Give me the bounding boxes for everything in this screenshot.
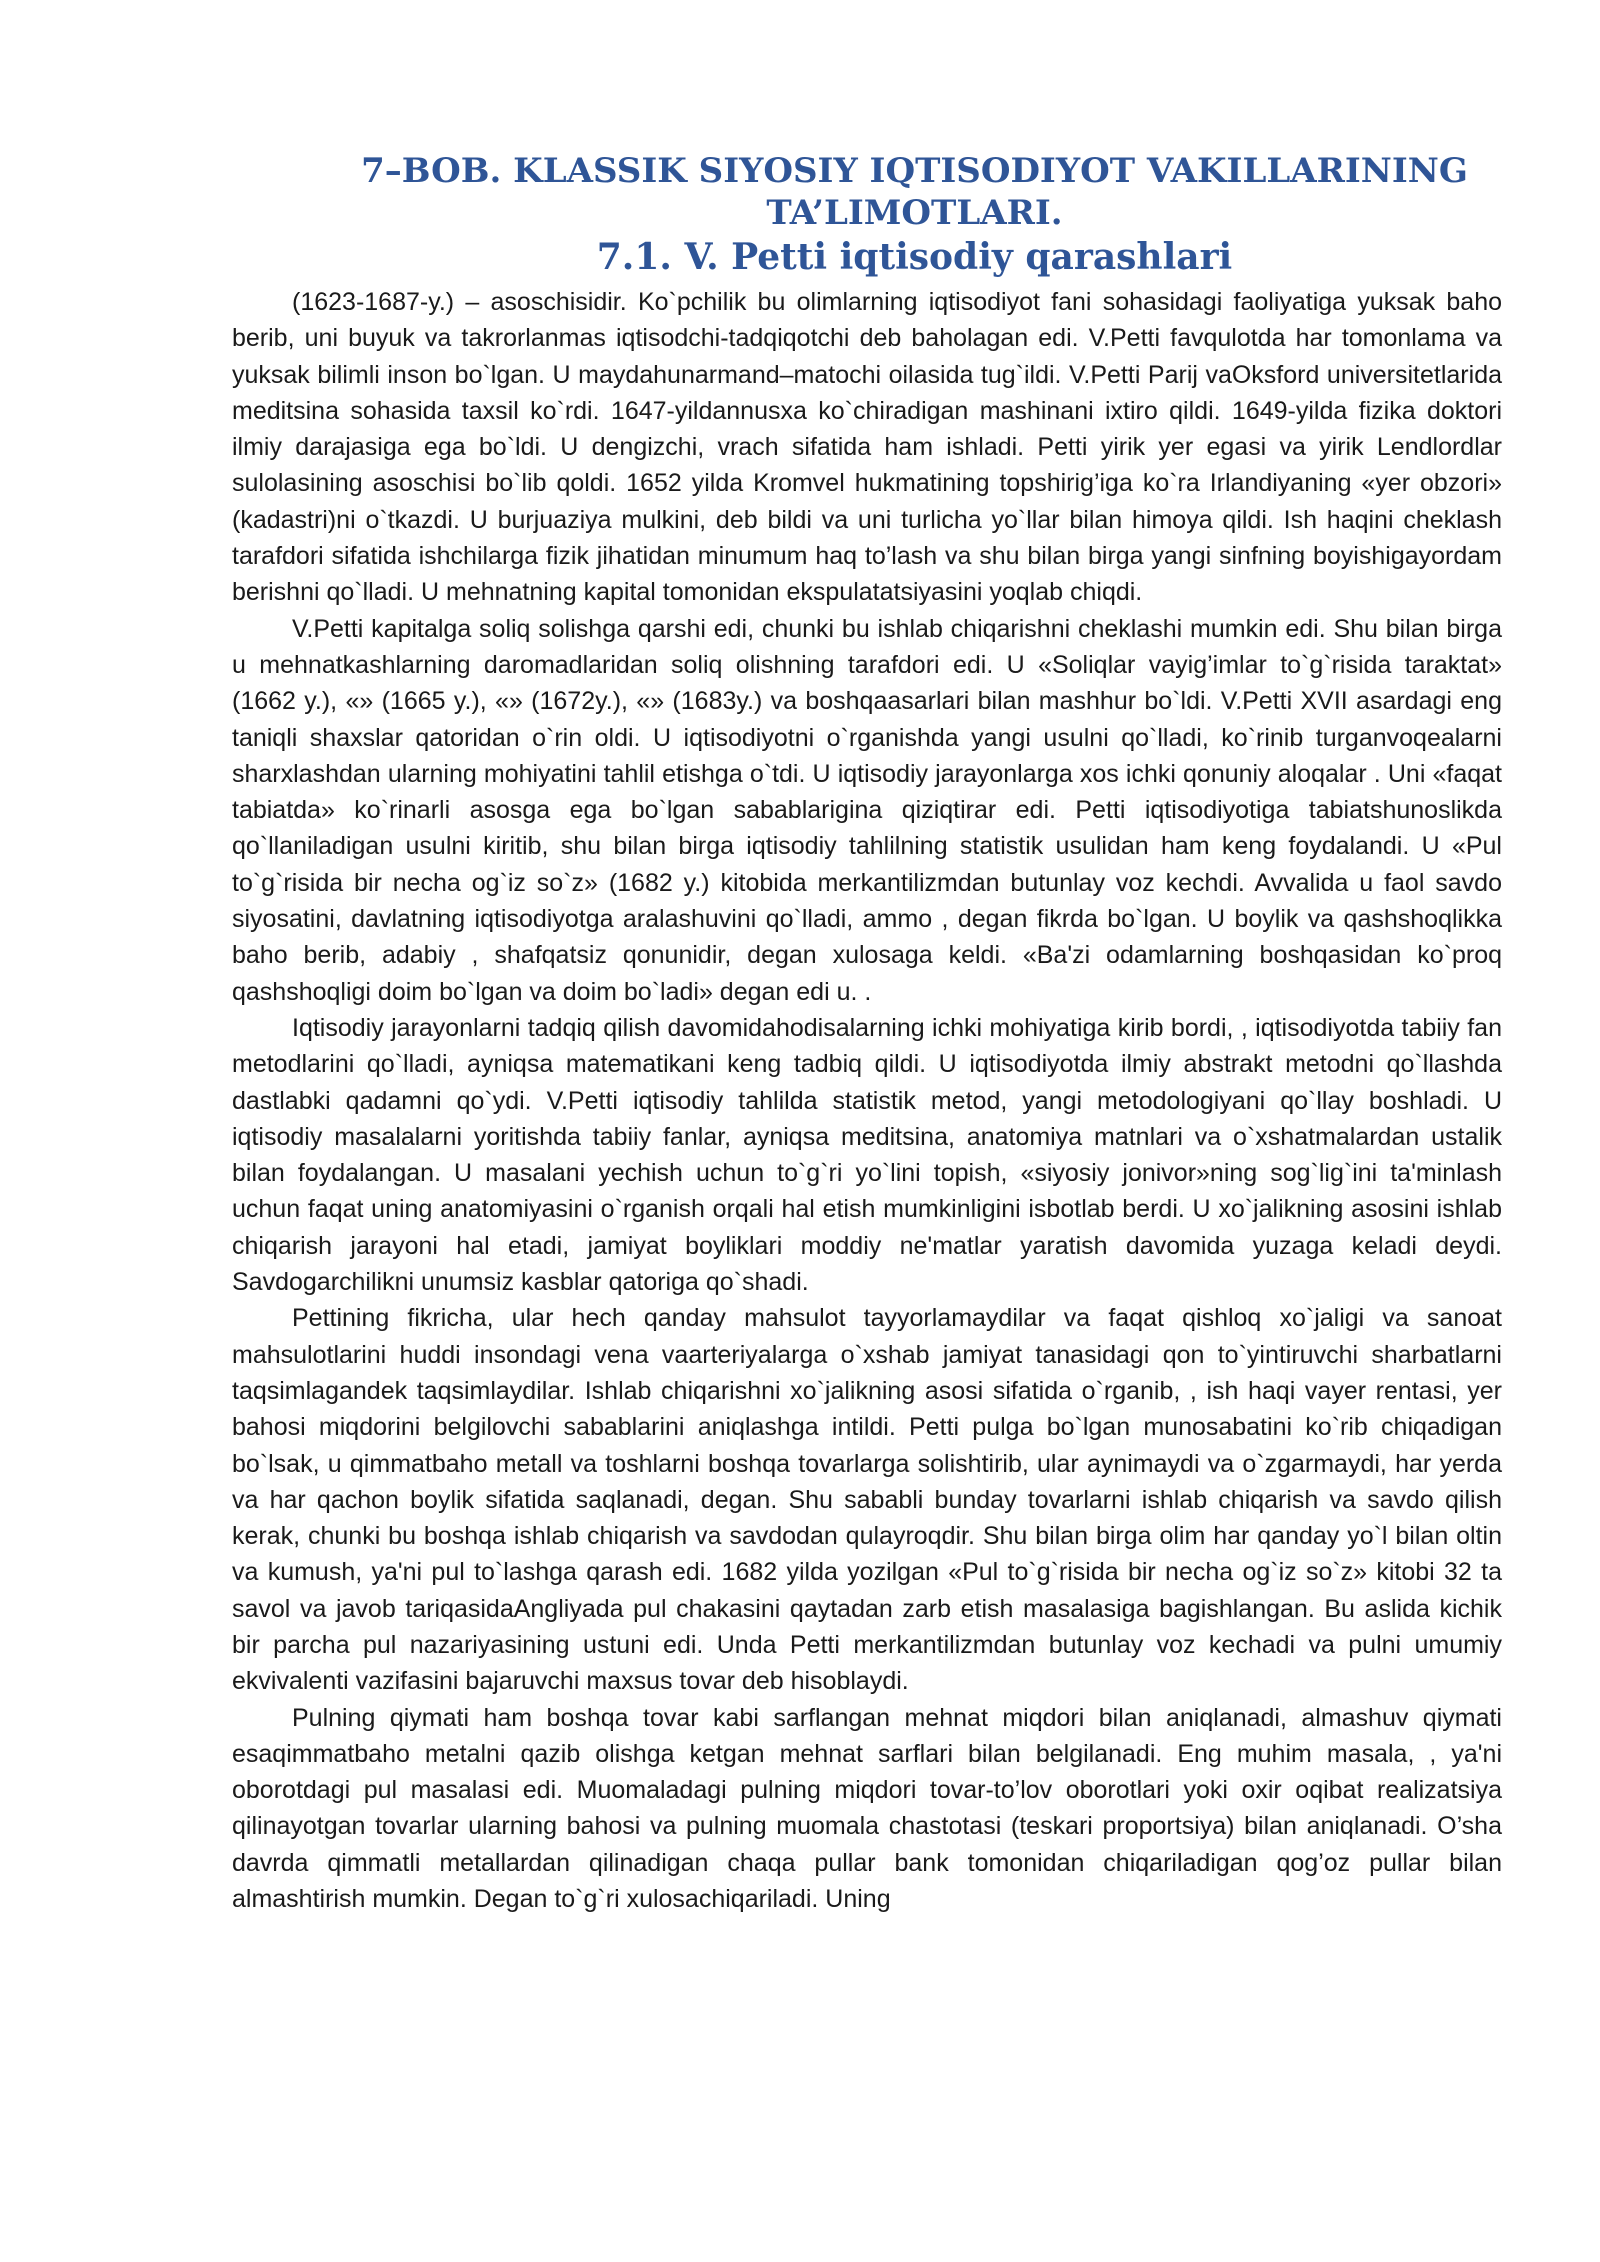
paragraph-3: Iqtisodiy jarayonlarni tadqiq qilish davomidahodisalarning ichki mohiyatiga kirib bordi, , iqtisodiyotda tabiiy fan metodlarini qo`lladi, ayniqsa matematikani keng tadbiq qildi. U iqtisodiyotda ilmiy abstrakt metodni qo`llashda dastlabki qadamni qo`ydi. V.Petti iqtisodiy tahlilda statistik metod, yangi metodologiyani qo`llay boshladi. U iqtisodiy masalalarni yoritishda tabiiy fanlar, ayniqsa meditsina, anatomiya matnlari va o`xshatmalardan ustalik bilan foydalangan. U masalani yechish uchun to`g`ri yo`lini topish, «siyosiy jonivor»ning sog`lig`ini ta'minlash uchun faqat uning anatomiyasini o`rganish orqali hal etish mumkinligini isbotlab berdi. U xo`jalikning asosini ishlab chiqarish jarayoni hal etadi, jamiyat boyliklari moddiy ne'matlar yaratish davomida yuzaga keladi deydi. Savdogarchilikni unumsiz kasblar qatoriga qo`shadi. — [232, 1013, 1502, 1297]
chapter-heading — [327, 150, 1502, 280]
document-page — [232, 150, 1502, 1917]
chapter-title-line-2: TA’LIMOTLARI. — [766, 193, 1063, 233]
paragraph-4: Pettining fikricha, ular hech qanday mahsulot tayyorlamaydilar va faqat qishloq xo`jaligi va sanoat mahsulotlarini huddi insondagi vena vaarteriyalarga o`xshab jamiyat tanasidagi qon to`yintiruvchi sharbatlarni taqsimlagandek taqsimlaydilar. Ishlab chiqarishni xo`jalikning asosi sifatida o`rganib, , ish haqi vayer rentasi, yer bahosi miqdorini belgilovchi sabablarini aniqlashga intildi. Petti pulga bo`lgan munosabatini ko`rib chiqadigan bo`lsak, u qimmatbaho metall va toshlarni boshqa tovarlarga solishtirib, ular aynimaydi va o`zgarmaydi, har yerda va har qachon boylik sifatida saqlanadi, degan. Shu sababli bunday tovarlarni ishlab chiqarish va savdo qilish kerak, chunki bu boshqa ishlab chiqarish va savdodan qulayroqdir. Shu bilan birga olim har qanday yo`l bilan oltin va kumush, ya'ni pul to`lashga qarash edi. 1682 yilda yozilgan «Pul to`g`risida bir necha og`iz so`z» kitobi 32 ta savol va javob tariqasidaAngliyada pul chakasini qaytadan zarb etish masalasiga bagishlangan. Bu aslida kichik bir parcha pul nazariyasining ustuni edi. Unda Petti merkantilizmdan butunlay voz kechadi va pulni umumiy ekvivalenti vazifasini bajaruvchi maxsus tovar deb hisoblaydi. — [232, 1304, 1502, 1696]
paragraph-2: V.Petti kapitalga soliq solishga qarshi edi, chunki bu ishlab chiqarishni cheklashi mumkin edi. Shu bilan birga u mehnatkashlarning daromadlaridan soliq olishning tarafdori edi. U «Soliqlar vayig’imlar to`g`risida taraktat» (1662 y.), «» (1665 y.), «» (1672y.), «» (1683y.) va boshqaasarlari bilan mashhur bo`ldi. V.Petti XVII asardagi eng taniqli shaxslar qatoridan o`rin oldi. U iqtisodiyotni o`rganishda yangi usulni qo`lladi, ko`rinib turganvoqealarni sharxlashdan ularning mohiyatini tahlil etishga o`tdi. U iqtisodiy jarayonlarga xos ichki qonuniy aloqalar . Uni «faqat tabiatda» ko`rinarli asosga ega bo`lgan sabablarigina qiziqtirar edi. Petti iqtisodiyotiga tabiatshunoslikda qo`llaniladigan usulni kiritib, shu bilan birga iqtisodiy tahlilning statistik usulidan ham keng foydalandi. U «Pul to`g`risida bir necha og`iz so`z» (1682 y.) kitobida merkantilizmdan butunlay voz kechdi. Avvalida u faol savdo siyosatini, davlatning iqtisodiyotga aralashuvini qo`lladi, ammo , degan fikrda bo`lgan. U boylik va qashshoqlikka baho berib, adabiy , shafqatsiz qonunidir, degan xulosaga keldi. «Ba'zi odamlarning boshqasidan ko`proq qashshoqligi doim bo`lgan va doim bo`ladi» degan edi u. . — [232, 614, 1502, 1006]
chapter-title-line-1: 7–BOB. KLASSIK SIYOSIY IQTISODIYOT VAKILLARINING — [361, 151, 1468, 191]
paragraph-1: (1623-1687-y.) – asoschisidir. Ko`pchilik bu olimlarning iqtisodiyot fani sohasidagi faoliyatiga yuksak baho berib, uni buyuk va takrorlanmas iqtisodchi-tadqiqotchi deb baholagan edi. V.Petti favqulotda har tomonlama va yuksak bilimli inson bo`lgan. U maydahunarmand–matochi oilasida tug`ildi. V.Petti Parij vaOksford universitetlarida meditsina sohasida taxsil ko`rdi. 1647-yildannusxa ko`chiradigan mashinani ixtiro qildi. 1649-yilda fizika doktori ilmiy darajasiga ega bo`ldi. U dengizchi, vrach sifatida ham ishladi. Petti yirik yer egasi va yirik Lendlordlar sulolasining asoschisi bo`lib qoldi. 1652 yilda Kromvel hukmatining topshirig’iga ko`ra Irlandiyaning «yer obzori» (kadastri)ni o`tkazdi. U burjuaziya mulkini, deb bildi va uni turlicha yo`llar bilan himoya qildi. Ish haqini cheklash tarafdori sifatida ishchilarga fizik jihatidan minumum haq to’lash va shu bilan birga yangi sinfning boyishigayordam berishni qo`lladi. U mehnatning kapital tomonidan ekspulatatsiyasini yoqlab chiqdi. — [232, 288, 1502, 607]
section-title: 7.1. V. Petti iqtisodiy qarashlari — [596, 236, 1233, 278]
paragraph-5: Pulning qiymati ham boshqa tovar kabi sarflangan mehnat miqdori bilan aniqlanadi, almashuv qiymati esaqimmatbaho metalni qazib olishga ketgan mehnat sarflari bilan belgilanadi. Eng muhim masala, , ya'ni oborotdagi pul masalasi edi. Muomaladagi pulning miqdori tovar-to’lov oborotlari yoki oxir oqibat realizatsiya qilinayotgan tovarlar ularning bahosi va pulning muomala chastotasi (teskari proportsiya) bilan aniqlanadi. O’sha davrda qimmatli metallardan qilinadigan chaqa pullar bank tomonidan chiqariladigan qog’oz pullar bilan almashtirish mumkin. Degan to`g`ri xulosachiqariladi. Uning — [232, 1703, 1502, 1914]
document-body — [232, 284, 1502, 1917]
